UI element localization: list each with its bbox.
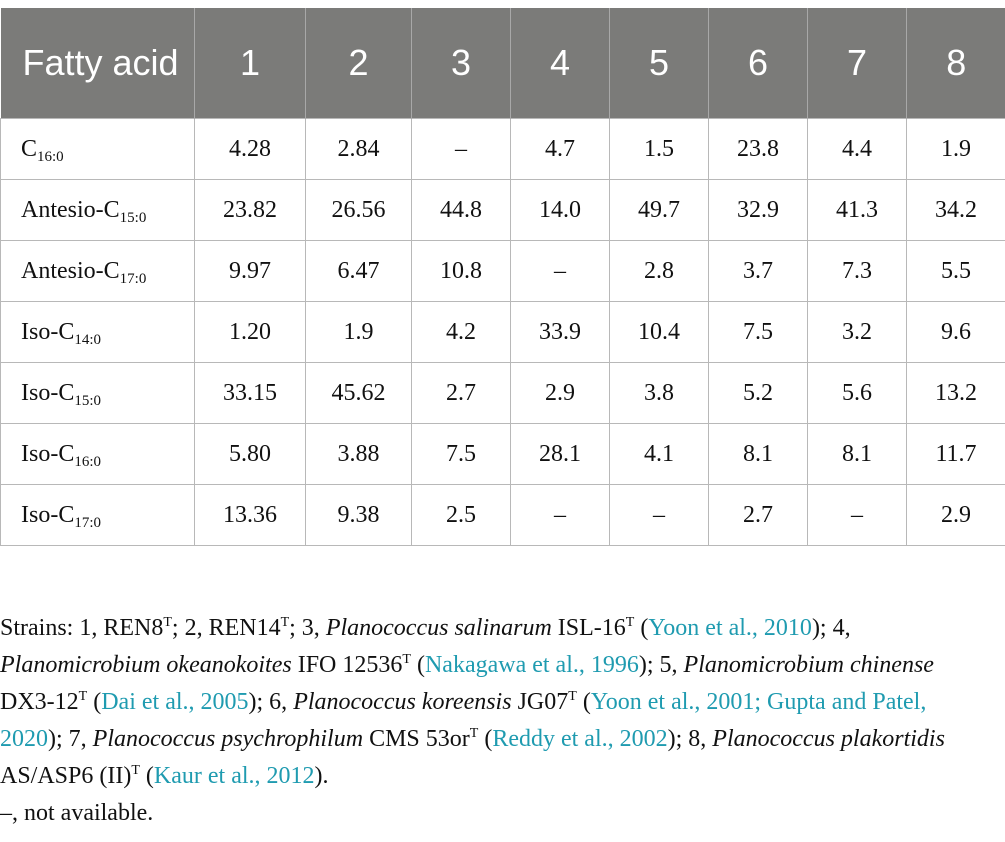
- table-cell: 2.7: [412, 363, 511, 424]
- table-cell: 4.1: [610, 424, 709, 485]
- table-cell: 28.1: [511, 424, 610, 485]
- table-cell: 1.9: [306, 302, 412, 363]
- fatty-acid-base: Iso-C: [21, 440, 75, 467]
- fatty-acid-subscript: 16:0: [74, 453, 102, 470]
- citation-link[interactable]: Dai et al., 2005: [101, 689, 249, 715]
- table-cell: 7.5: [709, 302, 808, 363]
- table-cell: 33.9: [511, 302, 610, 363]
- table-cell: 5.2: [709, 363, 808, 424]
- citation-link[interactable]: Nakagawa et al., 1996: [424, 652, 639, 678]
- table-cell: 49.7: [610, 180, 709, 241]
- table-cell: 6.47: [306, 241, 412, 302]
- table-cell: –: [610, 485, 709, 546]
- table-footnote: [0, 610, 990, 832]
- fatty-acid-name: [1, 241, 195, 302]
- fatty-acid-name: [1, 424, 195, 485]
- table-cell: 4.7: [511, 119, 610, 180]
- table-cell: 2.84: [306, 119, 412, 180]
- table-row: [1, 424, 1005, 485]
- table-cell: –: [808, 485, 907, 546]
- table-cell: 45.62: [306, 363, 412, 424]
- table-cell: 41.3: [808, 180, 907, 241]
- table-cell: 4.28: [195, 119, 306, 180]
- fatty-acid-subscript: 15:0: [119, 209, 147, 226]
- table-cell: –: [511, 485, 610, 546]
- header-strain-2: 2: [306, 8, 412, 119]
- fatty-acid-subscript: 15:0: [74, 392, 102, 409]
- table-cell: 7.5: [412, 424, 511, 485]
- fatty-acid-name: [1, 302, 195, 363]
- table-cell: 1.20: [195, 302, 306, 363]
- table-cell: 1.5: [610, 119, 709, 180]
- table-cell: 8.1: [808, 424, 907, 485]
- table-cell: 1.9: [907, 119, 1005, 180]
- fatty-acid-name: [1, 180, 195, 241]
- table-row: [1, 363, 1005, 424]
- header-strain-1: 1: [195, 8, 306, 119]
- not-available-note: –, not available.: [0, 800, 154, 826]
- citation-link[interactable]: Kaur et al., 2012: [153, 763, 315, 789]
- table-cell: 34.2: [907, 180, 1005, 241]
- citation-link[interactable]: Yoon et al., 2001; Gupta and Patel, 2020: [0, 689, 927, 752]
- table-cell: 10.4: [610, 302, 709, 363]
- header-strain-7: 7: [808, 8, 907, 119]
- table-row: [1, 302, 1005, 363]
- table-row: [1, 241, 1005, 302]
- citation-link[interactable]: Reddy et al., 2002: [492, 726, 668, 752]
- table-cell: 8.1: [709, 424, 808, 485]
- table-header-row: [1, 8, 1005, 119]
- table-cell: –: [412, 119, 511, 180]
- table-cell: 4.4: [808, 119, 907, 180]
- table-cell: 2.9: [907, 485, 1005, 546]
- fatty-acid-name: [1, 485, 195, 546]
- fatty-acid-base: Iso-C: [21, 501, 75, 528]
- table-cell: 7.3: [808, 241, 907, 302]
- header-strain-8: 8: [907, 8, 1005, 119]
- header-strain-3: 3: [412, 8, 511, 119]
- table-cell: 13.2: [907, 363, 1005, 424]
- table-cell: 4.2: [412, 302, 511, 363]
- fatty-acid-table: [0, 8, 1005, 546]
- citation-link[interactable]: Yoon et al., 2010: [648, 615, 812, 641]
- table-cell: 10.8: [412, 241, 511, 302]
- table-cell: 44.8: [412, 180, 511, 241]
- fatty-acid-base: Antesio-C: [21, 196, 120, 223]
- table-row: [1, 119, 1005, 180]
- table-cell: 9.97: [195, 241, 306, 302]
- fatty-acid-subscript: 14:0: [74, 331, 102, 348]
- table-cell: 9.6: [907, 302, 1005, 363]
- table-body: [1, 119, 1005, 546]
- fatty-acid-name: [1, 119, 195, 180]
- table-row: [1, 180, 1005, 241]
- fatty-acid-subscript: 17:0: [74, 514, 102, 531]
- table-cell: 26.56: [306, 180, 412, 241]
- fatty-acid-base: Iso-C: [21, 318, 75, 345]
- fatty-acid-subscript: 16:0: [37, 148, 64, 165]
- table-cell: 2.5: [412, 485, 511, 546]
- fatty-acid-base: Iso-C: [21, 379, 75, 406]
- table-cell: 3.7: [709, 241, 808, 302]
- strains-note: Strains: 1, $REN8^T$; 2, $REN14^T$; 3, Planococcus salinarum ISL-$16^T$ (Yoon et al., 2010); 4, Planomicrobium okeanokoites IFO $12536^T$ (Nakagawa et al., 1996); 5, Planomicrobium chinense $DX3-12^T$ (Dai et al., 2005); 6, Planococcus koreensis $JG07^T$ (Yoon et al., 2001; Gupta and Patel, 2020); 7, Planococcus psychrophilum CMS $53or^T$ (Reddy et al., 2002); 8, Planococcus plakortidis AS/ASP6 (II)$^T$ (Kaur et al., 2012).: [0, 615, 945, 789]
- fatty-acid-name: [1, 363, 195, 424]
- header-strain-6: 6: [709, 8, 808, 119]
- table-cell: 5.80: [195, 424, 306, 485]
- table-cell: 2.7: [709, 485, 808, 546]
- table-cell: 11.7: [907, 424, 1005, 485]
- table-cell: 2.8: [610, 241, 709, 302]
- table-row: [1, 485, 1005, 546]
- table-cell: 9.38: [306, 485, 412, 546]
- table-cell: 5.6: [808, 363, 907, 424]
- header-strain-5: 5: [610, 8, 709, 119]
- fatty-acid-subscript: 17:0: [119, 270, 147, 287]
- table-cell: 5.5: [907, 241, 1005, 302]
- table-cell: 2.9: [511, 363, 610, 424]
- fatty-acid-base: Antesio-C: [21, 257, 120, 284]
- fatty-acid-base: C: [21, 135, 38, 162]
- table-cell: 13.36: [195, 485, 306, 546]
- table-cell: 23.82: [195, 180, 306, 241]
- table-cell: 32.9: [709, 180, 808, 241]
- table-cell: 3.8: [610, 363, 709, 424]
- table-cell: 23.8: [709, 119, 808, 180]
- table-cell: –: [511, 241, 610, 302]
- table-cell: 3.2: [808, 302, 907, 363]
- header-strain-4: 4: [511, 8, 610, 119]
- header-fatty-acid: Fatty acid: [1, 8, 195, 119]
- table-cell: 33.15: [195, 363, 306, 424]
- table-cell: 14.0: [511, 180, 610, 241]
- table-cell: 3.88: [306, 424, 412, 485]
